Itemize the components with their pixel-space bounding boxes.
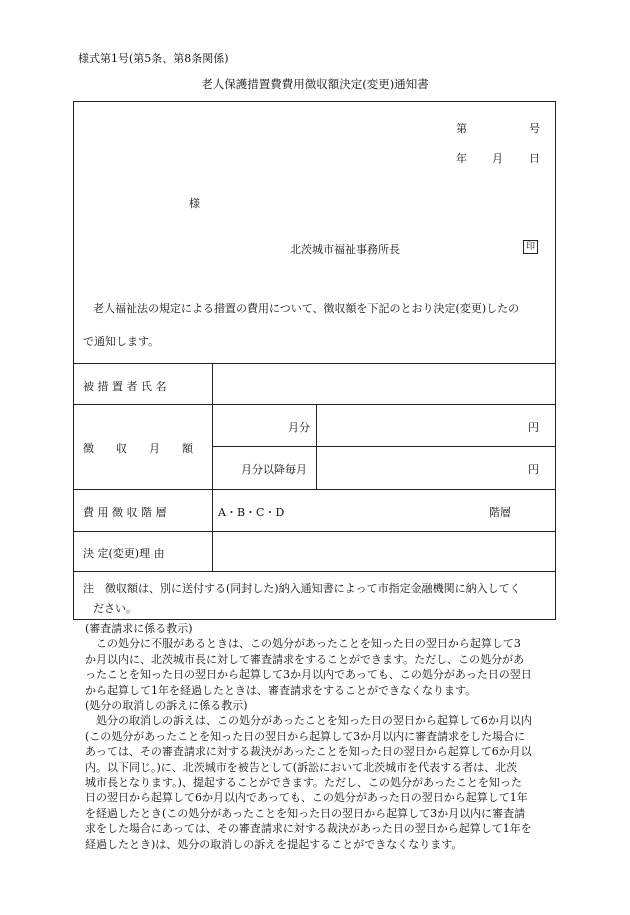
month-label: 月分 [288, 421, 310, 434]
lawsuit-line: (この処分があったことを知った日の翌日から起算して3か月以内に審査請求をした場合に [85, 729, 526, 743]
instruction-notes [85, 621, 555, 852]
review-line: か月以内に、北茨城市長に対して審査請求をすることができます。ただし、この処分があ [85, 652, 525, 666]
class-label: 費 用 徴 収 階 層 [83, 506, 167, 519]
lawsuit-line: を経過したとき(この処分があったことを知った日の翌日から起算して3か月以内に審査請 [85, 806, 526, 820]
reason-label: 決 定(変更)理 由 [83, 547, 165, 560]
yen-unit-1: 円 [528, 421, 539, 434]
amount-label: 徴 収 月 額 [83, 442, 193, 455]
table-label-divider [212, 363, 213, 571]
table-month-divider [316, 404, 317, 489]
class-suffix: 階層 [489, 506, 511, 519]
date-year: 年 [456, 152, 467, 165]
review-line: この処分に不服があるときは、この処分があったことを知った日の翌日から起算して3 [85, 637, 521, 651]
class-options: A・B・C・D [218, 506, 285, 519]
body-text-line-2: で通知します。 [83, 335, 160, 348]
month-after-label: 月分以降毎月 [241, 463, 307, 476]
lawsuit-line: 日の翌日から起算して6か月以内であっても、この処分があった日の翌日から起算して1年 [85, 791, 528, 805]
name-label: 被 措 置 者 氏 名 [83, 380, 167, 393]
lawsuit-line: 経過したとき)は、処分の取消しの訴えを提起することができなくなります。 [85, 837, 463, 851]
lawsuit-heading: (処分の取消しの訴えに係る教示) [85, 699, 248, 713]
yen-unit-2: 円 [528, 463, 539, 476]
review-line: ったことを知った日の翌日から起算して3か月以内であっても、この処分があった日の翌日 [85, 668, 532, 682]
review-heading: (審査請求に係る教示) [85, 622, 193, 635]
table-line [73, 489, 556, 490]
lawsuit-line: あっては、その審査請求に対する裁決があったことを知った日の翌日から起算して6か月以 [85, 745, 532, 759]
date-month: 月 [492, 152, 503, 165]
recipient-suffix: 様 [189, 197, 200, 210]
table-line [212, 446, 556, 447]
date-day: 日 [529, 152, 540, 165]
payment-note-line-2: ださい。 [93, 602, 137, 615]
lawsuit-line: 求をした場合にあっては、その審査請求に対する裁決があった日の翌日から起算して1年を [85, 822, 532, 836]
number-dai: 第 [456, 122, 467, 135]
form-number: 様式第1号(第5条、第8条関係) [78, 52, 229, 65]
number-go: 号 [529, 122, 540, 135]
lawsuit-line: 処分の取消しの訴えは、この処分があったことを知った日の翌日から起算して6か月以内 [85, 714, 532, 728]
lawsuit-line: 内。以下同じ。)に、北茨城市を被告として(訴訟において北茨城市を代表する者は、北茨 [85, 760, 518, 774]
body-text-line-1: 老人福祉法の規定による措置の費用について、徴収額を下記のとおり決定(変更)したの [93, 302, 520, 315]
review-line: から起算して1年を経過したときは、審査請求をすることができなくなります。 [85, 683, 477, 697]
seal-mark: 印 [523, 240, 538, 254]
table-line [73, 571, 556, 572]
table-top-line [73, 363, 556, 364]
issuer-name: 北茨城市福祉事務所長 [290, 243, 400, 256]
notice-form-box [73, 101, 556, 620]
table-line [73, 531, 556, 532]
table-line [73, 404, 556, 405]
document-title: 老人保護措置費費用徴収額決定(変更)通知書 [201, 77, 429, 91]
lawsuit-line: 城市長となります。)、提起することができます。ただし、この処分があったことを知った [85, 776, 522, 790]
payment-note-line-1: 注 徴収額は、別に送付する(同封した)納入通知書によって市指定金融機関に納入してく [83, 582, 521, 595]
